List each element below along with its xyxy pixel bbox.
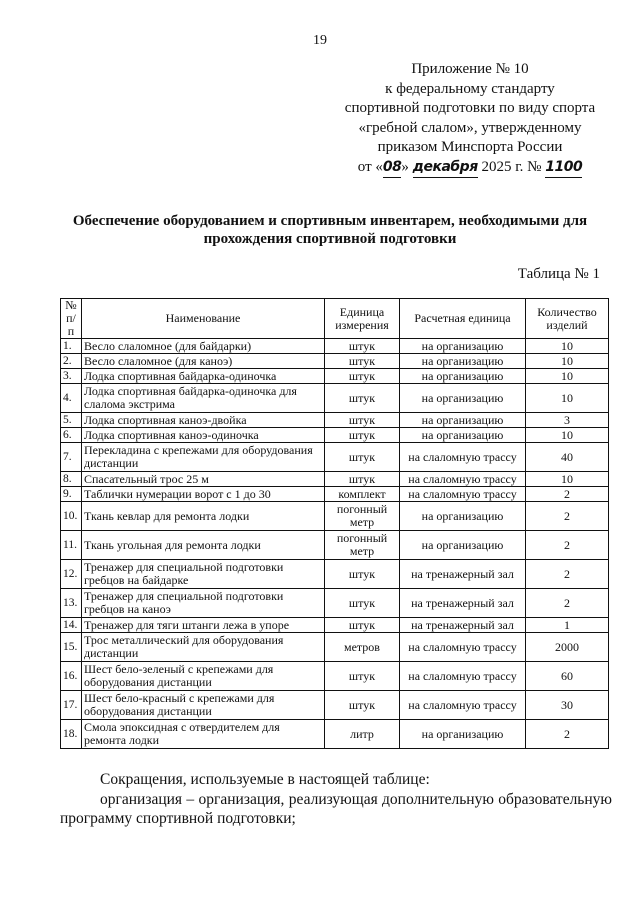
cell-name: Тренажер для специальной подготовки гребцов на каноэ — [82, 589, 325, 618]
cell-qty: 60 — [526, 662, 609, 691]
cell-calc: на слаломную трассу — [400, 662, 526, 691]
table-row — [61, 502, 609, 531]
cell-qty: 3 — [526, 413, 609, 428]
order-number: 1100 — [545, 158, 582, 179]
cell-calc: на тренажерный зал — [400, 560, 526, 589]
cell-name: Смола эпоксидная с отвердителем для ремонта лодки — [82, 720, 325, 749]
cell-calc: на организацию — [400, 413, 526, 428]
cell-name: Ткань кевлар для ремонта лодки — [82, 502, 325, 531]
header-unit: Единица измерения — [325, 299, 400, 339]
cell-name: Таблички нумерации ворот с 1 до 30 — [82, 487, 325, 502]
cell-name: Лодка спортивная каноэ-двойка — [82, 413, 325, 428]
cell-num: 5. — [61, 413, 82, 428]
cell-qty: 2 — [526, 502, 609, 531]
table-row — [61, 443, 609, 472]
cell-num: 4. — [61, 384, 82, 413]
table-row — [61, 369, 609, 384]
cell-qty: 10 — [526, 354, 609, 369]
cell-num: 7. — [61, 443, 82, 472]
appendix-date-line — [340, 158, 600, 179]
cell-num: 12. — [61, 560, 82, 589]
cell-calc: на тренажерный зал — [400, 589, 526, 618]
cell-qty: 2 — [526, 487, 609, 502]
cell-name: Лодка спортивная каноэ-одиночка — [82, 428, 325, 443]
cell-unit: штук — [325, 413, 400, 428]
cell-name: Лодка спортивная байдарка-одиночка для слалома экстрима — [82, 384, 325, 413]
cell-calc: на тренажерный зал — [400, 618, 526, 633]
cell-name: Спасательный трос 25 м — [82, 472, 325, 487]
cell-unit: штук — [325, 662, 400, 691]
table-row — [61, 354, 609, 369]
date-sep: » — [401, 158, 409, 175]
appendix-line-5: приказом Минспорта России — [377, 139, 563, 155]
cell-calc: на организацию — [400, 531, 526, 560]
cell-unit: штук — [325, 691, 400, 720]
table-row — [61, 560, 609, 589]
cell-num: 8. — [61, 472, 82, 487]
notes-block — [60, 770, 612, 829]
cell-unit: погонный метр — [325, 502, 400, 531]
cell-qty: 10 — [526, 384, 609, 413]
cell-name: Лодка спортивная байдарка-одиночка — [82, 369, 325, 384]
cell-calc: на организацию — [400, 502, 526, 531]
cell-calc: на организацию — [400, 354, 526, 369]
date-prefix: от « — [357, 158, 383, 175]
cell-qty: 10 — [526, 369, 609, 384]
date-month: декабря — [413, 158, 478, 179]
cell-name: Тренажер для специальной подготовки гребцов на байдарке — [82, 560, 325, 589]
appendix-line-4: «гребной слалом», утвержденному — [358, 119, 582, 136]
cell-qty: 10 — [526, 472, 609, 487]
cell-num: 9. — [61, 487, 82, 502]
table-row — [61, 720, 609, 749]
cell-unit: штук — [325, 369, 400, 384]
cell-calc: на слаломную трассу — [400, 691, 526, 720]
cell-qty: 10 — [526, 428, 609, 443]
cell-name: Шест бело-красный с крепежами для оборудования дистанции — [82, 691, 325, 720]
cell-qty: 1 — [526, 618, 609, 633]
header-num: № п/п — [61, 299, 82, 339]
cell-calc: на слаломную трассу — [400, 487, 526, 502]
cell-qty: 10 — [526, 339, 609, 354]
cell-num: 13. — [61, 589, 82, 618]
date-day: 08 — [383, 158, 401, 179]
cell-qty: 2 — [526, 720, 609, 749]
cell-calc: на слаломную трассу — [400, 443, 526, 472]
table-label: Таблица № 1 — [517, 266, 600, 282]
cell-name: Ткань угольная для ремонта лодки — [82, 531, 325, 560]
appendix-line-1: Приложение № 10 — [411, 61, 529, 77]
header-calc: Расчетная единица — [400, 299, 526, 339]
cell-qty: 2 — [526, 589, 609, 618]
cell-name: Перекладина с крепежами для оборудования дистанции — [82, 443, 325, 472]
appendix-line-2: к федеральному стандарту — [385, 80, 555, 97]
cell-num: 1. — [61, 339, 82, 354]
table-row — [61, 589, 609, 618]
equipment-table — [60, 298, 609, 749]
cell-qty: 30 — [526, 691, 609, 720]
cell-name: Весло слаломное (для байдарки) — [82, 339, 325, 354]
cell-calc: на организацию — [400, 384, 526, 413]
cell-unit: штук — [325, 472, 400, 487]
table-row — [61, 413, 609, 428]
notes-definition: организация – организация, реализующая дополнительную образовательную программу спортивной подготовки; — [60, 790, 612, 827]
cell-calc: на организацию — [400, 339, 526, 354]
table-row — [61, 472, 609, 487]
cell-name: Тренажер для тяги штанги лежа в упоре — [82, 618, 325, 633]
cell-calc: на организацию — [400, 369, 526, 384]
table-row — [61, 384, 609, 413]
date-year: 2025 г. № — [481, 158, 542, 175]
cell-calc: на организацию — [400, 720, 526, 749]
cell-num: 14. — [61, 618, 82, 633]
cell-calc: на организацию — [400, 428, 526, 443]
cell-num: 18. — [61, 720, 82, 749]
cell-name: Трос металлический для оборудования дистанции — [82, 633, 325, 662]
cell-num: 10. — [61, 502, 82, 531]
table-row — [61, 428, 609, 443]
cell-unit: штук — [325, 354, 400, 369]
cell-calc: на слаломную трассу — [400, 633, 526, 662]
cell-qty: 2 — [526, 531, 609, 560]
cell-unit: метров — [325, 633, 400, 662]
cell-unit: штук — [325, 443, 400, 472]
cell-num: 3. — [61, 369, 82, 384]
table-row — [61, 618, 609, 633]
cell-unit: штук — [325, 428, 400, 443]
cell-num: 11. — [61, 531, 82, 560]
cell-calc: на слаломную трассу — [400, 472, 526, 487]
cell-num: 17. — [61, 691, 82, 720]
cell-num: 15. — [61, 633, 82, 662]
cell-qty: 40 — [526, 443, 609, 472]
cell-num: 6. — [61, 428, 82, 443]
table-row — [61, 691, 609, 720]
cell-name: Весло слаломное (для каноэ) — [82, 354, 325, 369]
table-row — [61, 662, 609, 691]
cell-qty: 2 — [526, 560, 609, 589]
cell-qty: 2000 — [526, 633, 609, 662]
cell-unit: штук — [325, 560, 400, 589]
notes-heading: Сокращения, используемые в настоящей таблице: — [100, 771, 430, 788]
document-title: Обеспечение оборудованием и спортивным инвентарем, необходимыми для прохождения спортивной подготовки — [72, 213, 588, 247]
cell-num: 16. — [61, 662, 82, 691]
page-number: 19 — [313, 33, 327, 48]
cell-name: Шест бело-зеленый с крепежами для оборудования дистанции — [82, 662, 325, 691]
cell-unit: штук — [325, 384, 400, 413]
cell-unit: штук — [325, 589, 400, 618]
table-row — [61, 487, 609, 502]
cell-unit: штук — [325, 339, 400, 354]
cell-unit: штук — [325, 618, 400, 633]
table-row — [61, 339, 609, 354]
table-row — [61, 531, 609, 560]
table-row — [61, 633, 609, 662]
header-qty: Количество изделий — [526, 299, 609, 339]
cell-unit: комплект — [325, 487, 400, 502]
table-header-row — [61, 299, 609, 339]
cell-unit: погонный метр — [325, 531, 400, 560]
cell-num: 2. — [61, 354, 82, 369]
cell-unit: литр — [325, 720, 400, 749]
appendix-line-3: спортивной подготовки по виду спорта — [344, 100, 596, 116]
header-name: Наименование — [82, 299, 325, 339]
appendix-block — [340, 60, 600, 178]
